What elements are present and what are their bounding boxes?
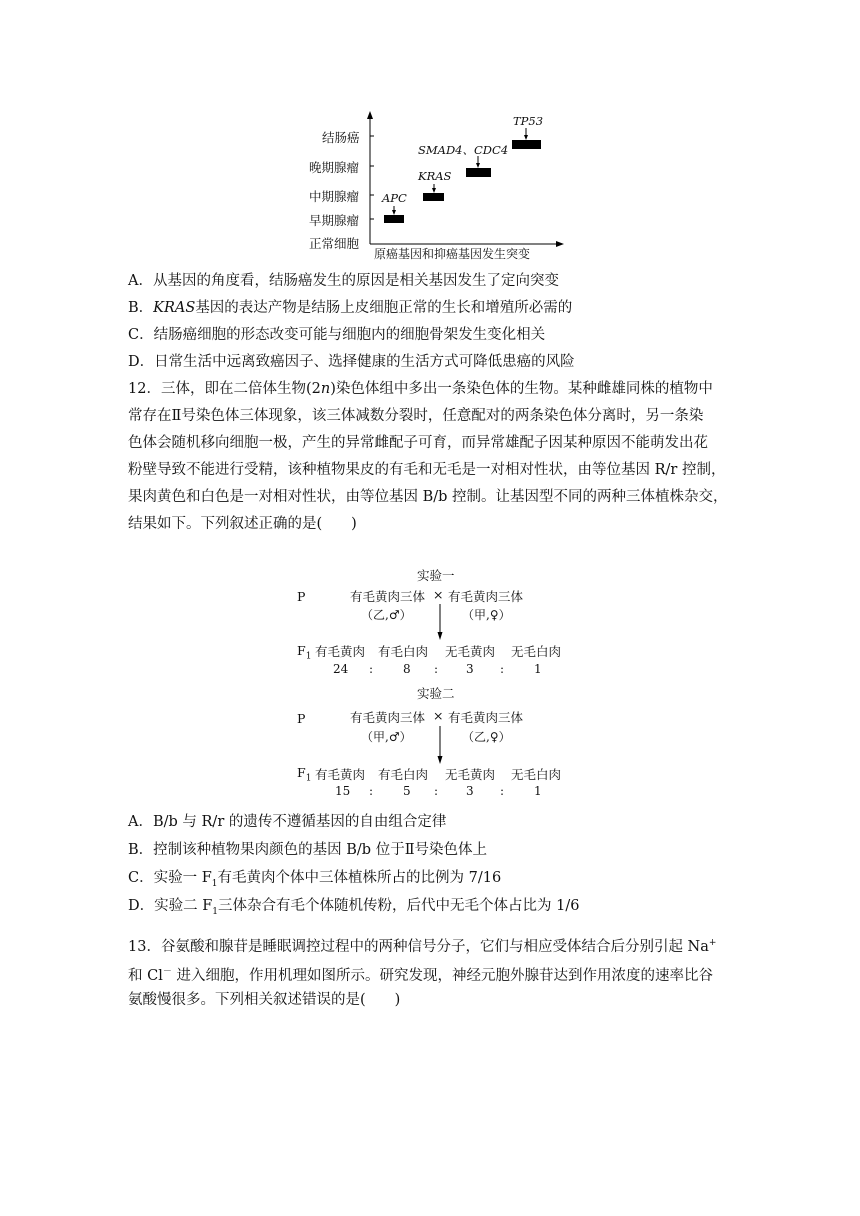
y-axis-arrow: [367, 111, 373, 119]
exp1-left-note: （乙,♂）: [361, 608, 412, 622]
q11-option-d: D．日常生活中远离致癌因子、选择健康的生活方式可降低患癌的风险: [128, 354, 575, 370]
arrow-tp53-head: [524, 135, 528, 140]
q12-stem-line-5: 果肉黄色和白色是一对相对性状，由等位基因 B/b 控制。让基因型不同的两种三体植株杂交，: [128, 489, 728, 505]
exp2-cross-sign: ×: [433, 708, 444, 723]
exp2-p-label: P: [297, 711, 306, 726]
exp1-parent-right: 有毛黄肉三体: [448, 589, 524, 604]
q11-option-b-prefix: B．: [128, 300, 154, 316]
exp2-ratio: 1: [534, 784, 542, 798]
exp2-ratio: 5: [403, 784, 411, 798]
q13-stem-text: 和 Cl: [128, 967, 163, 984]
q12-stem-line-1: [128, 379, 738, 399]
q12-option-c: [128, 868, 738, 894]
exp2-left-note: （甲,♂）: [361, 730, 412, 744]
q12-option-d-text: D．实验二 F: [128, 898, 213, 914]
exp1-colon: :: [500, 662, 505, 676]
exp2-colon: :: [369, 784, 374, 798]
exp1-ratio: 24: [333, 662, 349, 676]
gene-label-tp53: TP53: [513, 114, 544, 128]
exp1-ratio: 8: [403, 662, 411, 676]
q13-stem-line-1: [128, 933, 738, 957]
q12-stem-line-3: 色体会随机移向细胞一极，产生的异常雌配子可育，而异常雄配子因某种原因不能萌发出花: [128, 435, 708, 451]
q13-stem-text: 13．谷氨酸和腺苷是睡眠调控过程中的两种信号分子，它们与相应受体结合后分别引起 Na: [128, 938, 709, 955]
exp2-right-note: （乙,♀）: [462, 730, 511, 744]
q12-option-d-text: 三体杂合有毛个体随机传粉，后代中无毛个体占比为 1/6: [218, 898, 580, 914]
q12-option-c-subscript: 1: [211, 878, 218, 889]
exp1-phenotype: 有毛黄肉: [315, 644, 366, 659]
exp1-colon: :: [369, 662, 374, 676]
gene-label-smad4-cdc4: SMAD4、CDC4: [418, 143, 509, 157]
bar-kras: [423, 193, 444, 201]
q12-option-d: [128, 896, 738, 922]
bar-apc: [384, 215, 404, 223]
exp2-f1-letter: F: [297, 765, 306, 780]
exp2-ratio: 3: [466, 784, 474, 798]
q12-stem-line-6: 结果如下。下列叙述正确的是( ): [128, 516, 357, 532]
exp1-phenotype: 无毛黄肉: [445, 644, 496, 659]
q12-option-d-subscript: 1: [212, 906, 219, 917]
exp2-phenotype: 无毛白肉: [511, 767, 562, 782]
x-axis-arrow: [556, 241, 564, 247]
exp1-f1-label: [297, 643, 311, 662]
q11-option-c: C．结肠癌细胞的形态改变可能与细胞内的细胞骨架发生变化相关: [128, 327, 546, 343]
exp2-colon: :: [500, 784, 505, 798]
q13-stem-line-3: 氨酸慢很多。下列相关叙述错误的是( ): [128, 992, 401, 1008]
exp1-f1-subscript: 1: [305, 651, 312, 662]
q12-option-a: A．B/b 与 R/r 的遗传不遵循基因的自由组合定律: [128, 814, 447, 830]
exp1-parent-left: 有毛黄肉三体: [350, 589, 426, 604]
y-label-early-adenoma: 早期腺瘤: [309, 213, 360, 228]
exp1-phenotype: 无毛白肉: [511, 644, 562, 659]
q11-option-a: A．从基因的角度看，结肠癌发生的原因是相关基因发生了定向突变: [128, 273, 559, 289]
q12-stem-text: 12．三体，即在二倍体生物(2: [128, 381, 321, 397]
bar-tp53: [512, 140, 541, 149]
q11-option-b-gene: KRAS: [153, 300, 196, 316]
exp2-colon: :: [434, 784, 439, 798]
q12-stem-line-2: 常存在Ⅱ号染色体三体现象，该三体减数分裂时，任意配对的两条染色体分离时，另一条染: [128, 408, 704, 424]
exp1-right-note: （甲,♀）: [462, 608, 511, 622]
exp2-title: 实验二: [417, 686, 455, 701]
exp1-ratio: 3: [466, 662, 474, 676]
exp1-ratio: 1: [534, 662, 542, 676]
exp2-f1-subscript: 1: [305, 773, 312, 784]
q13-cl-superscript: －: [162, 967, 172, 977]
q12-stem-line-4: 粉壁导致不能进行受精，该种植物果皮的有毛和无毛是一对相对性状，由等位基因 R/r 控制，: [128, 462, 726, 478]
exp2-f1-label: [297, 765, 311, 784]
exp1-phenotype: 有毛白肉: [378, 644, 429, 659]
q12-stem-n: n: [320, 381, 331, 397]
q11-option-b: [128, 298, 738, 318]
exp2-phenotype: 有毛黄肉: [315, 767, 366, 782]
exp1-colon: :: [434, 662, 439, 676]
x-axis-label: 原癌基因和抑癌基因发生突变: [374, 247, 531, 261]
exp2-phenotype: 有毛白肉: [378, 767, 429, 782]
y-label-mid-adenoma: 中期腺瘤: [309, 189, 360, 204]
arrow-smad4-head: [476, 163, 480, 168]
exp1-down-arrow: [436, 604, 444, 640]
q13-stem-line-2: [128, 962, 738, 986]
q12-option-c-text: C．实验一 F: [128, 870, 212, 886]
q13-stem-text: 进入细胞，作用机理如图所示。研究发现，神经元胞外腺苷达到作用浓度的速率比谷: [171, 967, 713, 984]
exp2-ratio: 15: [335, 784, 351, 798]
q12-option-b: B．控制该种植物果肉颜色的基因 B/b 位于Ⅱ号染色体上: [128, 842, 488, 858]
bar-smad4-cdc4: [466, 168, 491, 177]
exp1-cross-sign: ×: [433, 587, 444, 602]
q11-option-b-text: 基因的表达产物是结肠上皮细胞正常的生长和增殖所必需的: [195, 300, 573, 316]
gene-label-apc: APC: [382, 191, 407, 205]
exp2-parent-right: 有毛黄肉三体: [448, 710, 524, 725]
exp2-parent-left: 有毛黄肉三体: [350, 710, 426, 725]
y-label-colon-cancer: 结肠癌: [322, 130, 360, 145]
exp2-phenotype: 无毛黄肉: [445, 767, 496, 782]
q12-stem-text: )染色体组中多出一条染色体的生物。某种雌雄同株的植物中: [330, 381, 713, 397]
exp2-down-arrow: [436, 726, 444, 764]
exp1-f1-letter: F: [297, 643, 306, 658]
gene-label-kras: KRAS: [418, 169, 452, 183]
exp1-title: 实验一: [417, 568, 455, 583]
y-label-normal-cell: 正常细胞: [309, 236, 360, 251]
q13-na-superscript: +: [708, 938, 717, 948]
arrow-apc-head: [392, 210, 396, 215]
q12-option-c-text: 有毛黄肉个体中三体植株所占的比例为 7/16: [217, 870, 502, 886]
exp1-p-label: P: [297, 589, 306, 604]
arrow-kras-head: [432, 188, 436, 193]
y-label-late-adenoma: 晚期腺瘤: [309, 160, 360, 175]
